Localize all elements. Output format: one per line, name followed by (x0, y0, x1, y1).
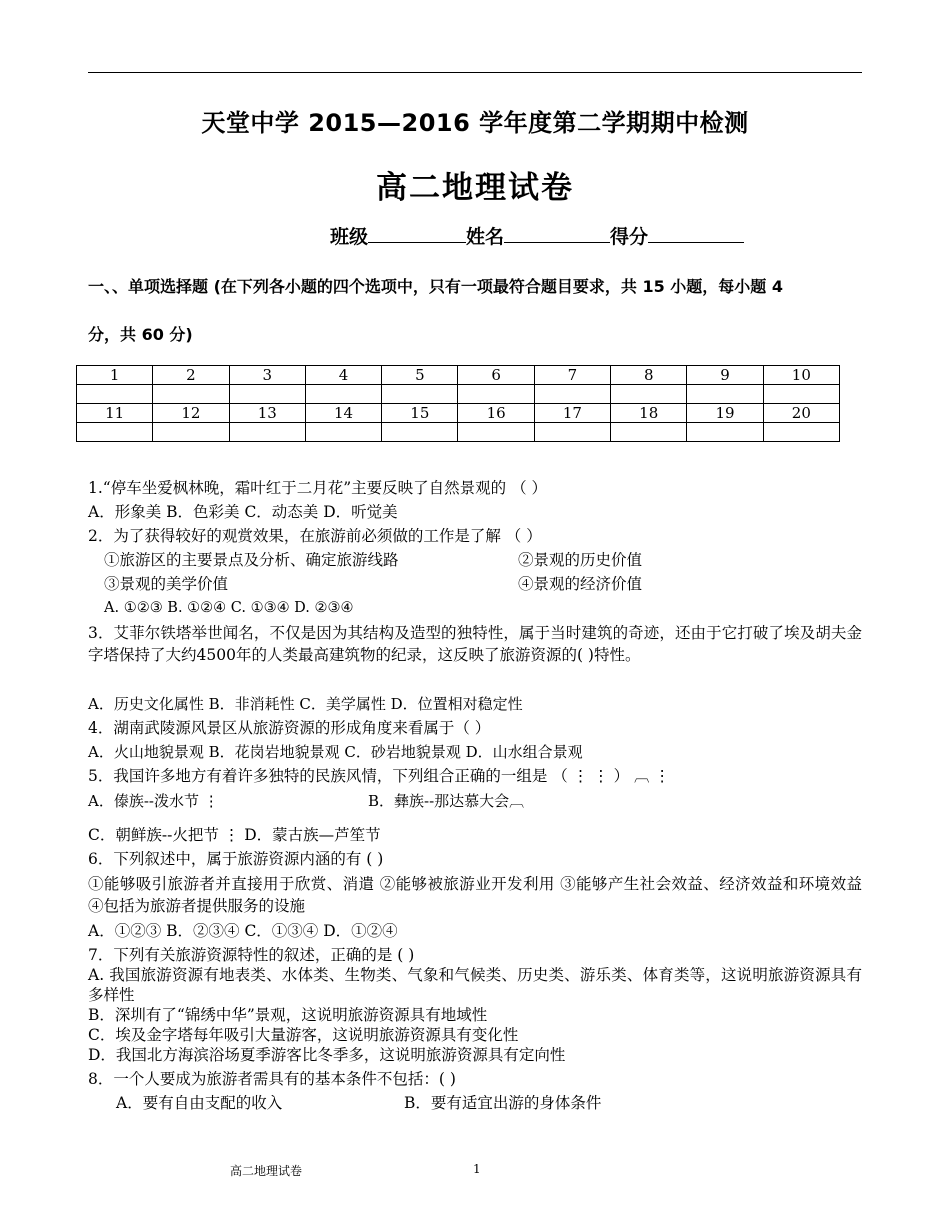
answer-cell[interactable] (687, 423, 763, 442)
answer-cell[interactable] (305, 385, 381, 404)
question-7-option-d: D．我国北方海滨浴场夏季游客比冬季多，这说明旅游资源具有定向性 (88, 1046, 566, 1064)
question-4-options: A．火山地貌景观 B．花岗岩地貌景观 C．砂岩地貌景观 D．山水组合景观 (88, 743, 583, 761)
answer-cell[interactable] (153, 385, 229, 404)
answer-number: 11 (77, 404, 153, 423)
answer-cell[interactable] (382, 385, 458, 404)
answer-cell[interactable] (611, 423, 687, 442)
answer-number: 19 (687, 404, 763, 423)
question-6-stem: 6．下列叙述中，属于旅游资源内涵的有 ( ) (88, 850, 384, 868)
answer-number: 18 (611, 404, 687, 423)
answer-cell[interactable] (458, 423, 534, 442)
exam-title: 天堂中学 2015—2016 学年度第二学期期中检测 (201, 109, 749, 137)
question-1-stem: 1.“停车坐爱枫林晚，霜叶红于二月花”主要反映了自然景观的 （ ） (88, 479, 547, 497)
answer-number: 6 (458, 366, 534, 385)
question-2-stem: 2．为了获得较好的观赏效果，在旅游前必须做的工作是了解 （ ） (88, 527, 542, 545)
question-2-item-4: ④景观的经济价值 (518, 575, 643, 593)
answer-cell[interactable] (611, 385, 687, 404)
answer-number: 15 (382, 404, 458, 423)
question-7-option-c: C．埃及金字塔每年吸引大量游客，这说明旅游资源具有变化性 (88, 1026, 519, 1044)
question-7-stem: 7．下列有关旅游资源特性的叙述，正确的是 ( ) (88, 946, 415, 964)
answer-blank-row (77, 423, 840, 442)
answer-cell[interactable] (763, 423, 839, 442)
page-number: 1 (473, 1162, 481, 1176)
class-blank[interactable] (368, 224, 466, 243)
answer-number-row (77, 366, 840, 385)
answer-number: 2 (153, 366, 229, 385)
answer-number: 16 (458, 404, 534, 423)
question-6-body: ①能够吸引旅游者并直接用于欣赏、消遣 ②能够被旅游业开发利用 ③能够产生社会效益、经济效益和环境效益 ④包括为旅游者提供服务的设施 (88, 875, 862, 915)
question-8-stem: 8．一个人要成为旅游者需具有的基本条件不包括：( ) (88, 1070, 456, 1088)
answer-blank-row (77, 385, 840, 404)
answer-cell[interactable] (229, 385, 305, 404)
name-blank[interactable] (504, 224, 610, 243)
question-4-stem: 4．湖南武陵源风景区从旅游资源的形成角度来看属于（ ） (88, 719, 491, 737)
question-1-options: A．形象美 B．色彩美 C．动态美 D．听觉美 (88, 503, 398, 521)
question-5-option-cd: C．朝鲜族--火把节 ⋮ D．蒙古族—芦笙节 (88, 826, 381, 844)
answer-number: 10 (763, 366, 839, 385)
answer-number: 14 (305, 404, 381, 423)
question-2-item-3: ③景观的美学价值 (104, 575, 229, 593)
answer-cell[interactable] (305, 423, 381, 442)
question-2-options: A. ①②③ B. ①②④ C. ①③④ D. ②③④ (104, 600, 354, 616)
header-rule (88, 72, 862, 73)
question-3-stem: 3．艾菲尔铁塔举世闻名，不仅是因为其结构及造型的独特性，属于当时建筑的奇迹，还由于它打破了埃及胡夫金字塔保持了大约4500年的人类最高建筑物的纪录，这反映了旅游资源的( )特性。 (88, 624, 862, 664)
answer-number: 7 (534, 366, 610, 385)
answer-number-row (77, 404, 840, 423)
question-7-option-b: B．深圳有了“锦绣中华”景观，这说明旅游资源具有地域性 (88, 1006, 488, 1024)
answer-cell[interactable] (77, 423, 153, 442)
answer-number: 12 (153, 404, 229, 423)
question-6-options: A．①②③ B．②③④ C．①③④ D．①②④ (88, 922, 398, 940)
question-3-options: A．历史文化属性 B．非消耗性 C．美学属性 D．位置相对稳定性 (88, 695, 523, 713)
answer-cell[interactable] (534, 385, 610, 404)
answer-table (76, 365, 840, 442)
answer-cell[interactable] (77, 385, 153, 404)
answer-number: 1 (77, 366, 153, 385)
student-info-line (330, 222, 744, 249)
question-5-stem: 5．我国许多地方有着许多独特的民族风情，下列组合正确的一组是 （ ⋮ ⋮ ） ︹ ⋮ (88, 767, 670, 785)
answer-number: 5 (382, 366, 458, 385)
answer-number: 13 (229, 404, 305, 423)
question-8-option-b: B．要有适宜出游的身体条件 (404, 1094, 602, 1112)
answer-number: 3 (229, 366, 305, 385)
question-2-item-2: ②景观的历史价值 (518, 551, 643, 569)
question-5-option-b: B．彝族--那达慕大会︹ (368, 792, 525, 810)
exam-subtitle: 高二地理试卷 (376, 170, 574, 206)
answer-cell[interactable] (763, 385, 839, 404)
answer-cell[interactable] (382, 423, 458, 442)
name-label: 姓名 (466, 226, 505, 248)
answer-number: 4 (305, 366, 381, 385)
section-heading-line2: 分，共 60 分) (88, 325, 193, 344)
answer-number: 17 (534, 404, 610, 423)
answer-number: 8 (611, 366, 687, 385)
answer-cell[interactable] (153, 423, 229, 442)
answer-cell[interactable] (687, 385, 763, 404)
class-label: 班级 (330, 226, 369, 248)
footer-title: 高二地理试卷 (230, 1164, 303, 1178)
answer-number: 20 (763, 404, 839, 423)
question-7-option-a: A. 我国旅游资源有地表类、水体类、生物类、气象和气候类、历史类、游乐类、体育类等，这说明旅游资源具有多样性 (88, 966, 862, 1004)
answer-number: 9 (687, 366, 763, 385)
question-5-option-a: A．傣族--泼水节 ⋮ (88, 792, 219, 810)
answer-cell[interactable] (229, 423, 305, 442)
answer-cell[interactable] (534, 423, 610, 442)
answer-cell[interactable] (458, 385, 534, 404)
score-label: 得分 (610, 226, 649, 248)
question-8-option-a: A．要有自由支配的收入 (116, 1094, 283, 1112)
question-2-item-1: ①旅游区的主要景点及分析、确定旅游线路 (104, 551, 399, 569)
score-blank[interactable] (648, 224, 744, 243)
section-heading-line1: 一、、单项选择题 (在下列各小题的四个选项中，只有一项最符合题目要求，共 15 小题，每小题 4 (88, 277, 783, 296)
